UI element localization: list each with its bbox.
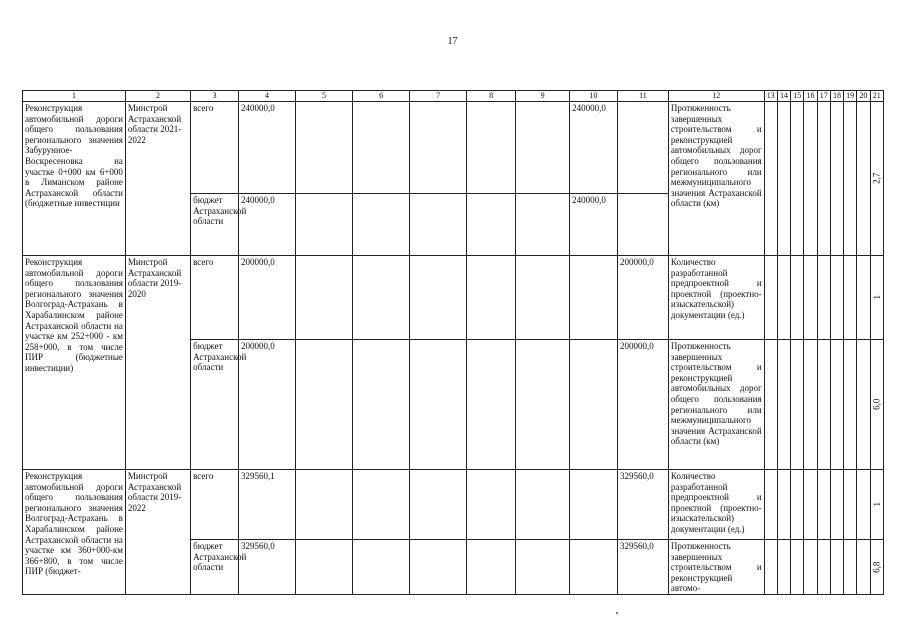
target-value-cell: 2,7 (870, 102, 883, 256)
object-name-cell: Реконструкция автомобильной дороги общего пользования регионального значения Волгоград-Астрахань в Харабалинском районе Астраханской области на участке км 360+000-км 366+800, в том числе ПИР (бюджет- (23, 470, 126, 595)
amount-cell: 200000,0 (617, 340, 668, 470)
header-cell: 15 (791, 91, 804, 102)
target-value-cell: 6,8 (870, 540, 883, 595)
executor-cell: Минстрой Астраханской области 2021-2022 (125, 102, 190, 256)
header-cell: 12 (668, 91, 764, 102)
amount-cell (570, 340, 618, 470)
executor-cell: Минстрой Астраханской области 2019-2022 (125, 470, 190, 595)
header-cell: 1 (23, 91, 126, 102)
target-value-cell: 6,0 (870, 340, 883, 470)
amount-cell (570, 470, 618, 540)
header-cell: 4 (238, 91, 295, 102)
amount-cell (617, 102, 668, 194)
header-cell: 9 (516, 91, 570, 102)
indicator-cell: Количество разработанной предпроектной и проектной (проектно-изыскательской) документации (ед.) (668, 256, 764, 340)
header-cell: 19 (844, 91, 857, 102)
program-table (22, 90, 884, 595)
header-cell: 14 (777, 91, 790, 102)
table-row (23, 102, 884, 194)
amount-cell: 240000,0 (570, 102, 618, 194)
header-cell: 7 (410, 91, 467, 102)
header-cell: 8 (467, 91, 516, 102)
amount-cell: 329560,1 (238, 470, 295, 540)
header-row (23, 91, 884, 102)
indicator-cell: Количество разработанной предпроектной и проектной (проектно-изыскательской) документации (ед.) (668, 470, 764, 540)
header-cell: 16 (804, 91, 817, 102)
header-cell: 5 (296, 91, 353, 102)
header-cell: 18 (830, 91, 843, 102)
executor-cell: Минстрой Астраханской области 2019-2020 (125, 256, 190, 470)
header-cell: 6 (353, 91, 410, 102)
object-name-cell: Реконструкция автомобильной дороги общего пользования регионального значения Забурунное-Воскресеновка на участке 0+000 км 6+000 в Лиманском районе Астраханской области (бюджетные инвестиции (23, 102, 126, 256)
funding-source-cell: бюджет Астраханской области (191, 540, 239, 595)
header-cell: 2 (125, 91, 190, 102)
header-cell: 3 (191, 91, 239, 102)
amount-cell: 200000,0 (238, 340, 295, 470)
amount-cell: 200000,0 (617, 256, 668, 340)
header-cell: 10 (570, 91, 618, 102)
header-cell: 13 (764, 91, 777, 102)
amount-cell (570, 540, 618, 595)
funding-source-cell: всего (191, 256, 239, 340)
amount-cell: 240000,0 (238, 102, 295, 194)
header-cell: 17 (817, 91, 830, 102)
amount-cell: 200000,0 (238, 256, 295, 340)
indicator-cell: Протяженность завершенных строительством и реконструкцией автомобильных дорог общего пользования регионального или межмуниципального значения Астраханской области (км) (668, 102, 764, 256)
table-row (23, 256, 884, 340)
object-name-cell: Реконструкция автомобильной дороги общего пользования регионального значения Волгоград-Астрахань в Харабалинском районе Астраханской области на участке км 252+000 - км 258+000, в том числе ПИР (бюджетные инвестиции) (23, 256, 126, 470)
amount-cell: 240000,0 (570, 194, 618, 256)
funding-source-cell: всего (191, 102, 239, 194)
target-value-cell: 1 (870, 470, 883, 540)
indicator-cell: Протяженность завершенных строительством и реконструкцией автомо- (668, 540, 764, 595)
header-cell: 20 (857, 91, 870, 102)
target-value-cell: 1 (870, 256, 883, 340)
indicator-cell: Протяженность завершенных строительством и реконструкцией автомобильных дорог общего пользования регионального или межмуниципального значения Астраханской области (км) (668, 340, 764, 470)
funding-source-cell: всего (191, 470, 239, 540)
scan-speck (616, 612, 618, 614)
funding-source-cell: бюджет Астраханской области (191, 194, 239, 256)
page-number: 17 (447, 36, 458, 47)
funding-source-cell: бюджет Астраханской области (191, 340, 239, 470)
amount-cell: 329560,0 (238, 540, 295, 595)
header-cell: 21 (870, 91, 883, 102)
amount-cell: 240000,0 (238, 194, 295, 256)
amount-cell: 329560,0 (617, 470, 668, 540)
table-row (23, 470, 884, 540)
header-cell: 11 (617, 91, 668, 102)
amount-cell (570, 256, 618, 340)
amount-cell: 329560,0 (617, 540, 668, 595)
amount-cell (617, 194, 668, 256)
